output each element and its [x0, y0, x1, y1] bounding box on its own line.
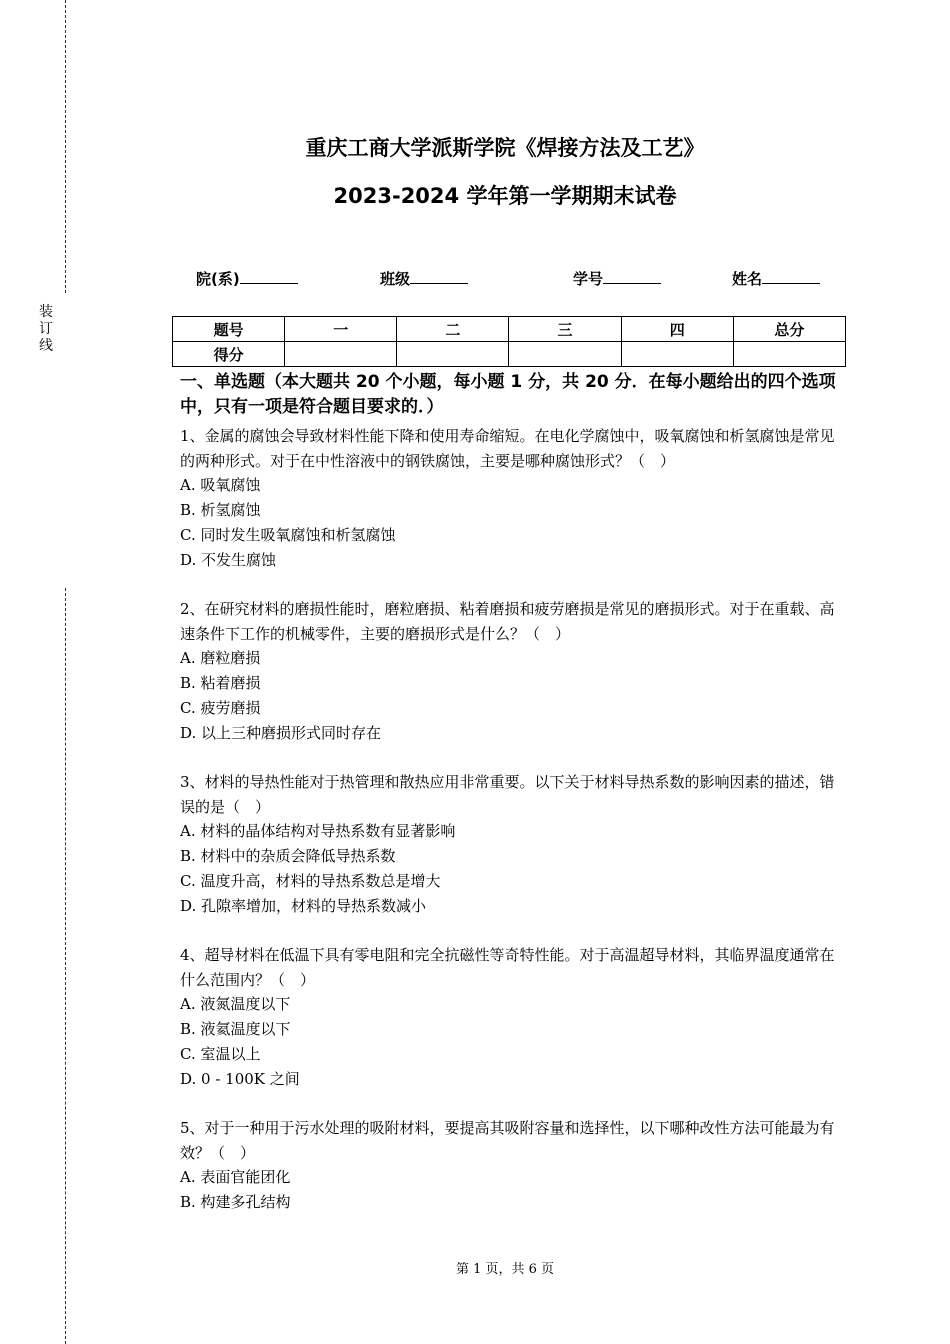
- question: [180, 770, 845, 919]
- class-blank[interactable]: [410, 269, 468, 284]
- score-table-header-row: [173, 317, 846, 342]
- binding-label: [38, 304, 54, 355]
- student-id-label: 学号: [573, 270, 604, 288]
- question-option: B. 构建多孔结构: [180, 1193, 291, 1211]
- score-table: [172, 316, 846, 367]
- score-row-label: 得分: [173, 342, 285, 367]
- score-header-cell: 总分: [733, 317, 845, 342]
- score-header-cell: 二: [397, 317, 509, 342]
- question-stem: 5、对于一种用于污水处理的吸附材料，要提高其吸附容量和选择性，以下哪种改性方法可能最为有效？（ ）: [180, 1119, 835, 1162]
- question-stem: 3、材料的导热性能对于热管理和散热应用非常重要。以下关于材料导热系数的影响因素的描述，错误的是（ ）: [180, 773, 835, 816]
- question-option: B. 材料中的杂质会降低导热系数: [180, 847, 396, 865]
- department-label: 院(系): [196, 270, 240, 288]
- score-table-score-row: [173, 342, 846, 367]
- score-cell[interactable]: [733, 342, 845, 367]
- binding-char: 订: [39, 321, 53, 337]
- student-id-blank[interactable]: [603, 269, 661, 284]
- question-stem: 1、金属的腐蚀会导致材料性能下降和使用寿命缩短。在电化学腐蚀中，吸氧腐蚀和析氢腐蚀是常见的两种形式。对于在中性溶液中的钢铁腐蚀，主要是哪种腐蚀形式？（ ）: [180, 427, 835, 470]
- question-option: C. 同时发生吸氧腐蚀和析氢腐蚀: [180, 526, 396, 544]
- department-blank[interactable]: [240, 269, 298, 284]
- question-option: C. 温度升高，材料的导热系数总是增大: [180, 872, 441, 890]
- score-cell[interactable]: [509, 342, 621, 367]
- student-id-field: [573, 268, 661, 289]
- question-option: B. 析氢腐蚀: [180, 501, 261, 519]
- name-label: 姓名: [732, 270, 763, 288]
- question-option: D. 孔隙率增加，材料的导热系数减小: [180, 897, 427, 915]
- binding-char: 装: [39, 304, 53, 320]
- exam-title: 重庆工商大学派斯学院《焊接方法及工艺》: [305, 136, 705, 160]
- exam-content: [180, 370, 845, 1239]
- question: [180, 943, 845, 1092]
- score-header-cell: 三: [509, 317, 621, 342]
- question-option: A. 液氮温度以下: [180, 995, 291, 1013]
- question: [180, 424, 845, 573]
- score-header-cell: 一: [285, 317, 397, 342]
- question-option: C. 室温以上: [180, 1045, 261, 1063]
- student-info-row: [0, 268, 950, 292]
- question-option: D. 0 - 100K 之间: [180, 1070, 300, 1088]
- score-cell[interactable]: [621, 342, 733, 367]
- question-option: B. 粘着磨损: [180, 674, 261, 692]
- score-header-cell: 题号: [173, 317, 285, 342]
- question: [180, 597, 845, 746]
- question-stem: 2、在研究材料的磨损性能时，磨粒磨损、粘着磨损和疲劳磨损是常见的磨损形式。对于在重载、高速条件下工作的机械零件，主要的磨损形式是什么？（ ）: [180, 600, 835, 643]
- binding-line-bottom: [65, 588, 66, 1344]
- score-cell[interactable]: [397, 342, 509, 367]
- score-cell[interactable]: [285, 342, 397, 367]
- question-option: B. 液氦温度以下: [180, 1020, 291, 1038]
- name-blank[interactable]: [762, 269, 820, 284]
- question-option: A. 表面官能团化: [180, 1168, 291, 1186]
- department-field: [196, 268, 298, 289]
- question-option: D. 不发生腐蚀: [180, 551, 277, 569]
- question-stem: 4、超导材料在低温下具有零电阻和完全抗磁性等奇特性能。对于高温超导材料，其临界温度通常在什么范围内？（ ）: [180, 946, 835, 989]
- score-header-cell: 四: [621, 317, 733, 342]
- question-option: A. 吸氧腐蚀: [180, 476, 261, 494]
- question-option: A. 材料的晶体结构对导热系数有显著影响: [180, 822, 456, 840]
- question: [180, 1116, 845, 1215]
- page-footer: 第 1 页，共 6 页: [455, 1262, 555, 1277]
- name-field: [732, 268, 820, 289]
- binding-char: 线: [39, 338, 53, 354]
- class-label: 班级: [380, 270, 411, 288]
- exam-subtitle: 2023-2024 学年第一学期期末试卷: [333, 184, 677, 208]
- class-field: [380, 268, 468, 289]
- section-heading: 一、单选题（本大题共 20 个小题，每小题 1 分，共 20 分．在每小题给出的四个选项中，只有一项是符合题目要求的．）: [180, 372, 836, 417]
- question-option: A. 磨粒磨损: [180, 649, 261, 667]
- question-option: C. 疲劳磨损: [180, 699, 261, 717]
- question-option: D. 以上三种磨损形式同时存在: [180, 724, 382, 742]
